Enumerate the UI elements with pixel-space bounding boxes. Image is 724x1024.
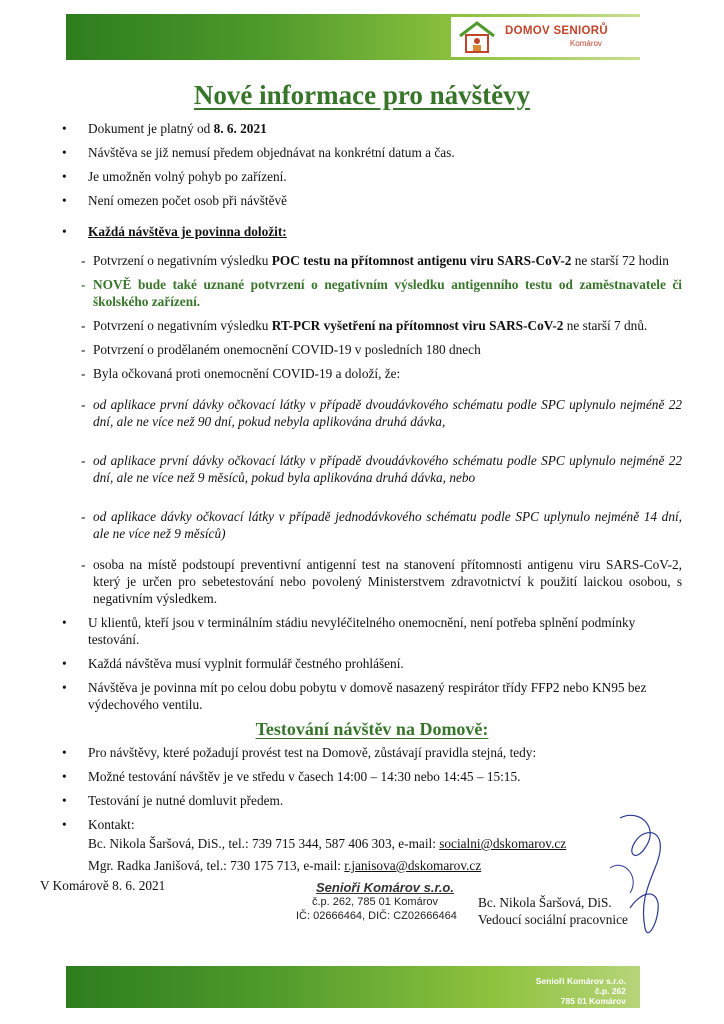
company-stamp: Senioři Komárov s.r.o. č.p. 262, 785 01 Komárov IČ: 02666464, DIČ: CZ02666464: [296, 880, 457, 922]
rule-item: • Každá návštěva musí vyplnit formulář čestného prohlášení.: [62, 655, 682, 672]
rule-item: • Návštěva je povinna mít po celou dobu pobytu v domově nasazený respirátor třídy FFP2 nebo KN95 bez výdechového ventilu.: [62, 679, 682, 713]
logo: [451, 17, 640, 57]
place-date: V Komárově 8. 6. 2021: [40, 878, 166, 893]
email-link[interactable]: socialni@dskomarov.cz: [439, 836, 567, 851]
requirements-heading: • Každá návštěva je povinna doložit:: [62, 223, 682, 240]
contact-sarsova: Bc. Nikola Šaršová, DiS., tel.: 739 715 344, 587 406 303, e-mail: socialni@dskomarov.cz: [88, 836, 567, 851]
footer-company: Senioři Komárov s.r.o. č.p. 262 785 01 Komárov: [535, 976, 626, 1006]
page-title: Nové informace pro návštěvy: [193, 80, 531, 110]
testing-item: • Možné testování návštěv je ve středu v časech 14:00 – 14:30 nebo 14:45 – 15:15.: [62, 768, 682, 785]
intro-item: • Návštěva se již nemusí předem objednávat na konkrétní datum a čas.: [62, 144, 682, 161]
intro-item: • Není omezen počet osob při návštěvě: [62, 192, 682, 209]
testing-item: • Pro návštěvy, které požadují provést test na Domově, zůstávají pravidla stejná, tedy:: [62, 744, 682, 761]
requirement-covid: - Potvrzení o prodělaném onemocnění COVID-19 v posledních 180 dnech: [62, 341, 682, 358]
valid-date: 8. 6. 2021: [213, 121, 267, 136]
validity-item: • Dokument je platný od 8. 6. 2021: [62, 120, 682, 137]
requirement-onsite-test: - osoba na místě podstoupí preventivní antigenní test na stanovení přítomnosti antigenu viru SARS-CoV-2, který je určen pro sebetestování nebo povolený Ministerstvem zdravotnictví k použití laickou osobou, s negativním výsledkem.: [62, 556, 682, 607]
testing-heading: Testování návštěv na Domově:: [255, 719, 489, 739]
email-link[interactable]: r.janisova@dskomarov.cz: [344, 858, 482, 873]
vaccine-item: - od aplikace první dávky očkovací látky v případě dvoudávkového schématu podle SPC uplynulo nejméně 22 dní, ale ne více než 90 dní, pokud nebyla aplikována druhá dávka,: [62, 396, 682, 430]
signer-role: Vedoucí sociální pracovnice: [478, 912, 628, 927]
vaccine-item: - od aplikace první dávky očkovací látky v případě dvoudávkového schématu podle SPC uplynulo nejméně 22 dní, ale ne více než 9 měsíců, pokud byla aplikována druhá dávka, nebo: [62, 452, 682, 486]
intro-item: • Je umožněn volný pohyb po zařízení.: [62, 168, 682, 185]
signer-name: Bc. Nikola Šaršová, DiS.: [478, 895, 612, 910]
testing-item: • Testování je nutné domluvit předem.: [62, 792, 682, 809]
rule-item: • U klientů, kteří jsou v terminálním stádiu nevyléčitelného onemocnění, není potřeba splnění podmínky testování.: [62, 614, 682, 648]
vaccine-item: - od aplikace dávky očkovací látky v případě jednodávkového schématu podle SPC uplynulo nejméně 14 dní, ale ne více než 9 měsíců): [62, 508, 682, 542]
requirement-vaccinated: - Byla očkovaná proti onemocnění COVID-19 a doloží, že:: [62, 365, 682, 382]
contacts-label: • Kontakt:: [62, 816, 682, 833]
contact-list: [62, 835, 682, 874]
contact-janisova: Mgr. Radka Janišová, tel.: 730 175 713, e-mail: r.janisova@dskomarov.cz: [88, 858, 482, 873]
handwritten-signature: [600, 808, 680, 948]
house-logo-icon: [457, 20, 497, 54]
requirement-poc: - Potvrzení o negativním výsledku POC testu na přítomnost antigenu viru SARS-CoV-2 ne starší 72 hodin: [62, 252, 682, 269]
requirement-new: - NOVĚ bude také uznané potvrzení o negativním výsledku antigenního testu od zaměstnavatele či školského zařízení.: [62, 276, 682, 310]
logo-title: DOMOV SENIORŮ: [505, 24, 608, 37]
document-body: [62, 120, 682, 879]
logo-subtitle: Komárov: [569, 39, 602, 49]
requirement-pcr: - Potvrzení o negativním výsledku RT-PCR vyšetření na přítomnost viru SARS-CoV-2 ne starší 7 dnů.: [62, 317, 682, 334]
